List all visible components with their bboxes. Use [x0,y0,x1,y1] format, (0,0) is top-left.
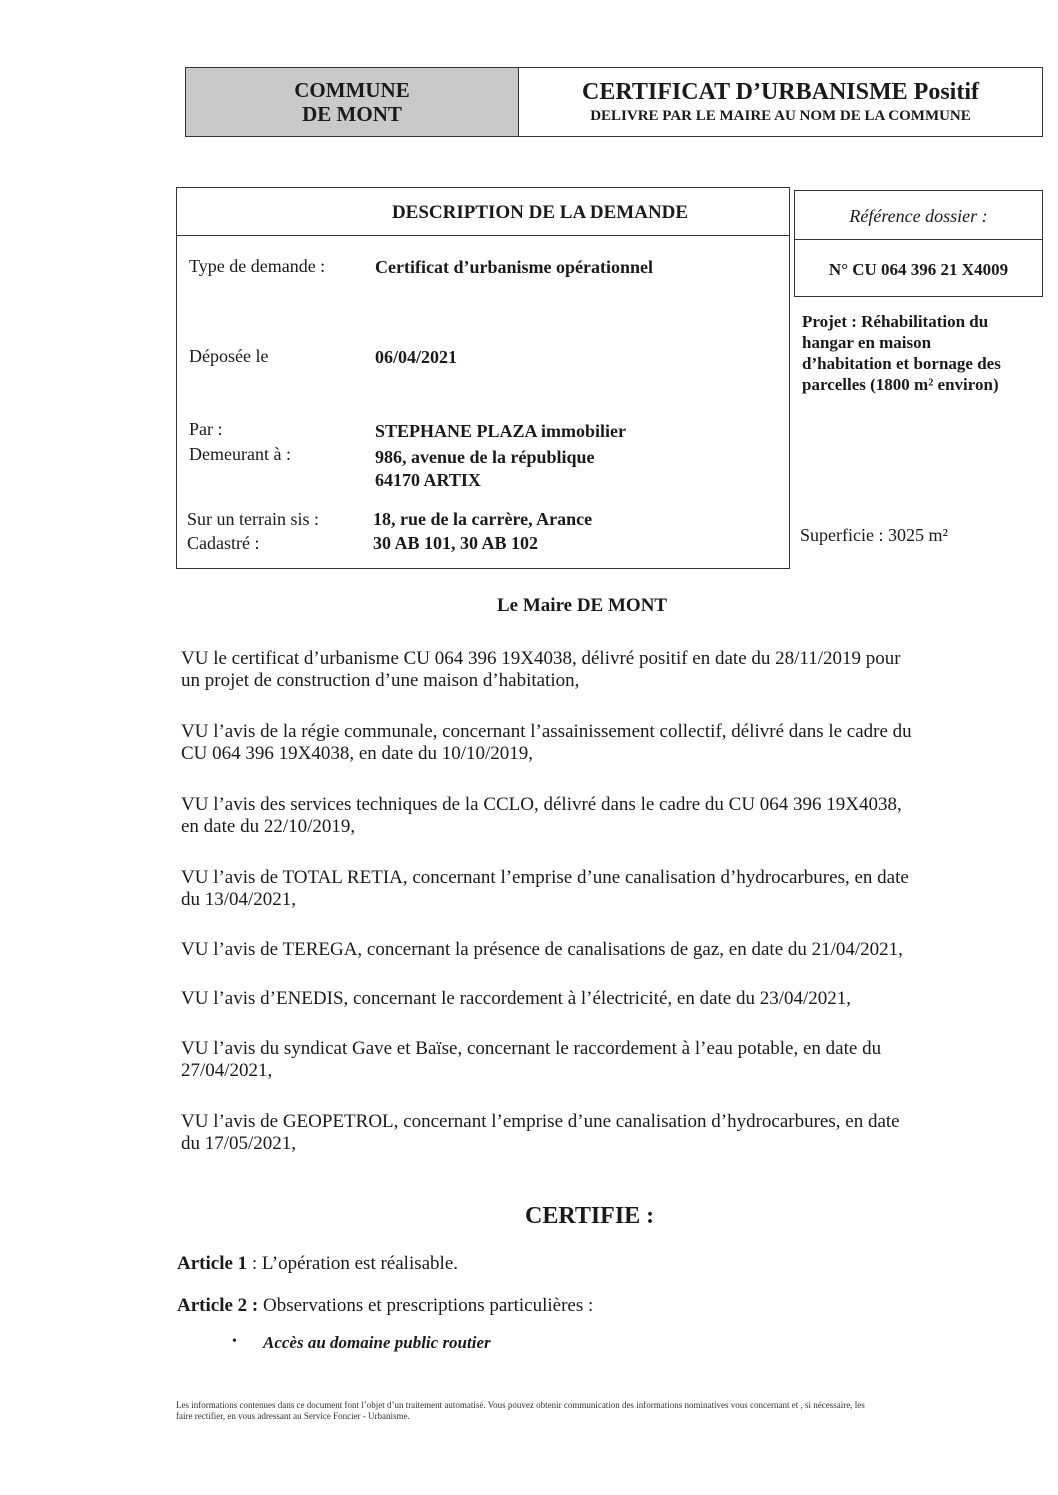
projet-line: d’habitation et bornage des [802,354,1001,373]
article-2-label: Article 2 : [177,1295,259,1316]
cadastre-label: Cadastré : [187,533,260,553]
vu-paragraph [181,794,1014,838]
vu-line: du 13/04/2021, [181,889,297,910]
commune-line1: COMMUNE [294,78,410,102]
vu-line: VU l’avis de la régie communale, concernant l’assainissement collectif, délivré dans le cadre du [181,721,912,742]
vu-paragraph [181,648,1014,692]
vu-line: VU l’avis d’ENEDIS, concernant le raccordement à l’électricité, en date du 23/04/2021, [181,988,852,1009]
maire-title: Le Maire DE MONT [497,595,668,616]
vu-line: VU l’avis de TEREGA, concernant la présence de canalisations de gaz, en date du 21/04/2021, [181,939,903,960]
vu-paragraph [181,867,1014,911]
superficie: Superficie : 3025 m² [800,525,948,545]
footer-notice [176,1400,996,1422]
certifie-heading: CERTIFIE : [525,1203,655,1229]
vu-line: en date du 22/10/2019, [181,816,356,837]
reference-number: N° CU 064 396 21 X4009 [828,260,1009,279]
projet-line: hangar en maison [802,333,932,352]
vu-line: VU le certificat d’urbanisme CU 064 396 19X4038, délivré positif en date du 28/11/2019 pour [181,648,901,669]
vu-line: 27/04/2021, [181,1060,273,1081]
cadastre-value: 30 AB 101, 30 AB 102 [373,533,539,553]
type-demande-value: Certificat d’urbanisme opérationnel [375,257,653,277]
terrain-value: 18, rue de la carrère, Arance [373,509,593,529]
footer-line: Les informations contenues dans ce document font l’objet d’un traitement automatisé. Vous pouvez obtenir communication des informations nominatives vous concernant et , si nécessaire, les [176,1400,865,1410]
reference-box-divider [794,239,1043,240]
article-1 [177,1253,458,1275]
vu-line: un projet de construction d’une maison d’habitation, [181,670,580,691]
deposee-value: 06/04/2021 [375,347,458,367]
article-2 [177,1295,593,1317]
vu-paragraph [181,721,1014,765]
reference-label: Référence dossier : [849,206,988,226]
deposee-label: Déposée le [189,346,269,366]
par-label: Par : [189,419,223,439]
bullet-icon: • [232,1334,237,1349]
projet-description [802,311,1038,395]
projet-line: parcelles (1800 m² environ) [802,375,999,394]
description-title: DESCRIPTION DE LA DEMANDE [391,202,689,223]
vu-line: VU l’avis des services techniques de la CCLO, délivré dans le cadre du CU 064 396 19X4038, [181,794,902,815]
type-demande-label: Type de demande : [189,256,326,276]
vu-paragraph [181,1038,1014,1082]
commune-line2: DE MONT [302,102,402,126]
article-1-label: Article 1 [177,1253,248,1274]
applicant-name: STEPHANE PLAZA immobilier [375,421,627,441]
projet-line: Projet : Réhabilitation du [802,312,989,331]
demeurant-label: Demeurant à : [189,444,291,464]
applicant-address-line2: 64170 ARTIX [375,470,481,490]
certificate-title: CERTIFICAT D’URBANISME Positif [582,79,979,105]
vu-line: CU 064 396 19X4038, en date du 10/10/2019, [181,743,534,764]
vu-paragraph [181,939,1014,961]
commune-box [185,67,519,137]
vu-line: VU l’avis du syndicat Gave et Baïse, concernant le raccordement à l’eau potable, en date du [181,1038,882,1059]
applicant-address-line1: 986, avenue de la république [375,447,595,467]
article-1-text: : L’opération est réalisable. [247,1253,459,1274]
vu-line: VU l’avis de TOTAL RETIA, concernant l’emprise d’une canalisation d’hydrocarbures, en date [181,867,909,888]
certificate-header-box [519,67,1043,137]
vu-line: VU l’avis de GEOPETROL, concernant l’emprise d’une canalisation d’hydrocarbures, en date [181,1111,900,1132]
certificate-subtitle: DELIVRE PAR LE MAIRE AU NOM DE LA COMMUNE [590,108,971,124]
terrain-label: Sur un terrain sis : [187,509,319,529]
description-header-divider [176,235,790,236]
footer-line: faire rectifier, en vous adressant au Service Foncier - Urbanisme. [176,1411,410,1421]
vu-line: du 17/05/2021, [181,1133,297,1154]
vu-paragraph [181,988,1014,1010]
vu-paragraph [181,1111,1014,1155]
bullet-text: Accès au domaine public routier [263,1333,491,1352]
article-2-text: Observations et prescriptions particulières : [258,1295,594,1316]
